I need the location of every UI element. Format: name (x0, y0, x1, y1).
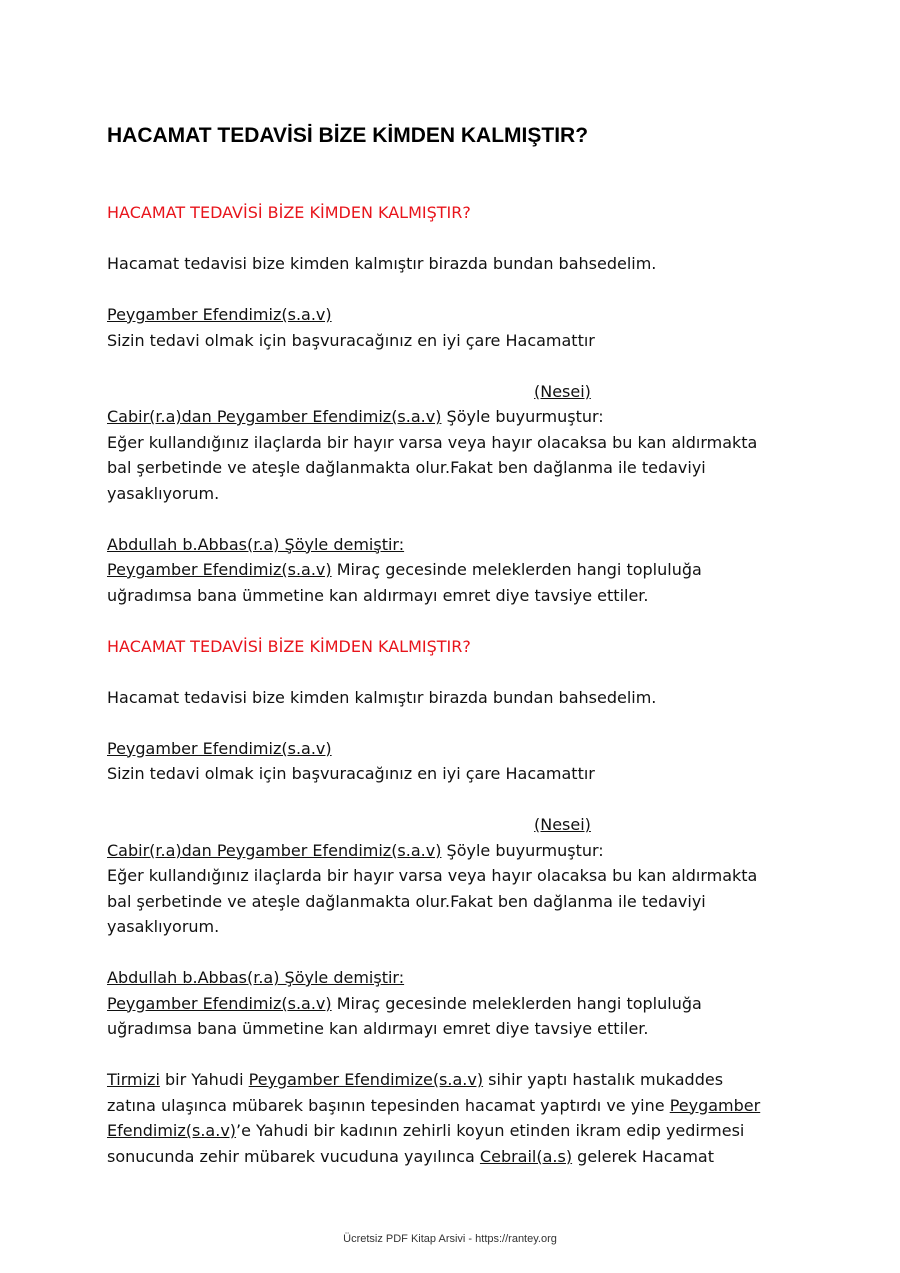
final-line (107, 1144, 807, 1170)
cebrail-link: Cebrail(a.s) (479, 1146, 573, 1166)
quote-line: Miraç gecesinde meleklerden hangi topluluğa (331, 993, 702, 1013)
quote-line: Eğer kullandığınız ilaçlarda bir hayır varsa veya hayır olacaksa bu kan aldırmakta (107, 866, 758, 885)
quote-subject: Peygamber Efendimiz(s.a.v) (107, 993, 332, 1013)
final-line (107, 1067, 807, 1093)
text-run: bir Yahudi (159, 1070, 249, 1089)
section-heading: HACAMAT TEDAVİSİ BİZE KİMDEN KALMIŞTIR? (107, 203, 471, 222)
quote-line: bal şerbetinde ve ateşle dağlanmakta olur.Fakat ben dağlanma ile tedaviyi (107, 891, 706, 911)
text-run: zatına ulaşınca mübarek başının tepesinden hacamat yaptırdı ve yine (107, 1095, 670, 1115)
prophet-link: Peygamber (669, 1095, 761, 1115)
quote-intro: Şöyle buyurmuştur: (441, 407, 604, 426)
quote-source: (Nesei) (534, 381, 591, 401)
quote-line: Miraç gecesinde meleklerden hangi topluluğa (331, 560, 702, 579)
quote-line: bal şerbetinde ve ateşle dağlanmakta olur.Fakat ben dağlanma ile tedaviyi (107, 458, 706, 477)
quote-author: Abdullah b.Abbas(r.a) Şöyle demiştir: (107, 968, 405, 987)
page-title: HACAMAT TEDAVİSİ BİZE KİMDEN KALMIŞTIR? (107, 124, 589, 147)
document-body (107, 200, 807, 1169)
page-footer: Ücretsiz PDF Kitap Arsivi - https://rantey.org (343, 1233, 557, 1245)
quote-line: yasaklıyorum. (107, 917, 220, 936)
quote-line: Eğer kullandığınız ilaçlarda bir hayır varsa veya hayır olacaksa bu kan aldırmakta (107, 432, 758, 452)
quote-line: uğradımsa bana ümmetine kan aldırmayı emret diye tavsiye ettiler. (107, 585, 649, 605)
text-run: ’e Yahudi bir kadının zehirli koyun etinden ikram edip yedirmesi (236, 1121, 745, 1140)
quote-intro: Şöyle buyurmuştur: (441, 840, 604, 860)
quote-text: Sizin tedavi olmak için başvuracağınız en iyi çare Hacamattır (107, 330, 595, 350)
quote-author: Cabir(r.a)dan Peygamber Efendimiz(s.a.v) (107, 407, 442, 426)
quote-text: Sizin tedavi olmak için başvuracağınız en iyi çare Hacamattır (107, 764, 595, 783)
quote-author: Peygamber Efendimiz(s.a.v) (107, 305, 332, 324)
source-link: Tirmizi (107, 1070, 160, 1089)
quote-line: yasaklıyorum. (107, 483, 220, 503)
intro-paragraph: Hacamat tedavisi bize kimden kalmıştır birazda bundan bahsedelim. (107, 687, 657, 707)
text-run: gelerek Hacamat (572, 1146, 714, 1166)
prophet-link: Efendimiz(s.a.v) (107, 1121, 237, 1140)
quote-author: Peygamber Efendimiz(s.a.v) (107, 738, 332, 758)
prophet-link: Peygamber Efendimize(s.a.v) (248, 1070, 484, 1089)
section-heading: HACAMAT TEDAVİSİ BİZE KİMDEN KALMIŞTIR? (107, 636, 471, 656)
intro-paragraph: Hacamat tedavisi bize kimden kalmıştır birazda bundan bahsedelim. (107, 254, 657, 273)
quote-author: Cabir(r.a)dan Peygamber Efendimiz(s.a.v) (107, 840, 442, 860)
quote-subject: Peygamber Efendimiz(s.a.v) (107, 560, 332, 579)
text-run: sonucunda zehir mübarek vucuduna yayılınca (107, 1146, 480, 1166)
final-line (107, 1093, 807, 1119)
quote-author: Abdullah b.Abbas(r.a) Şöyle demiştir: (107, 534, 405, 554)
final-line (107, 1118, 807, 1144)
quote-source: (Nesei) (534, 815, 591, 834)
text-run: sihir yaptı hastalık mukaddes (483, 1070, 724, 1089)
quote-line: uğradımsa bana ümmetine kan aldırmayı emret diye tavsiye ettiler. (107, 1019, 649, 1038)
